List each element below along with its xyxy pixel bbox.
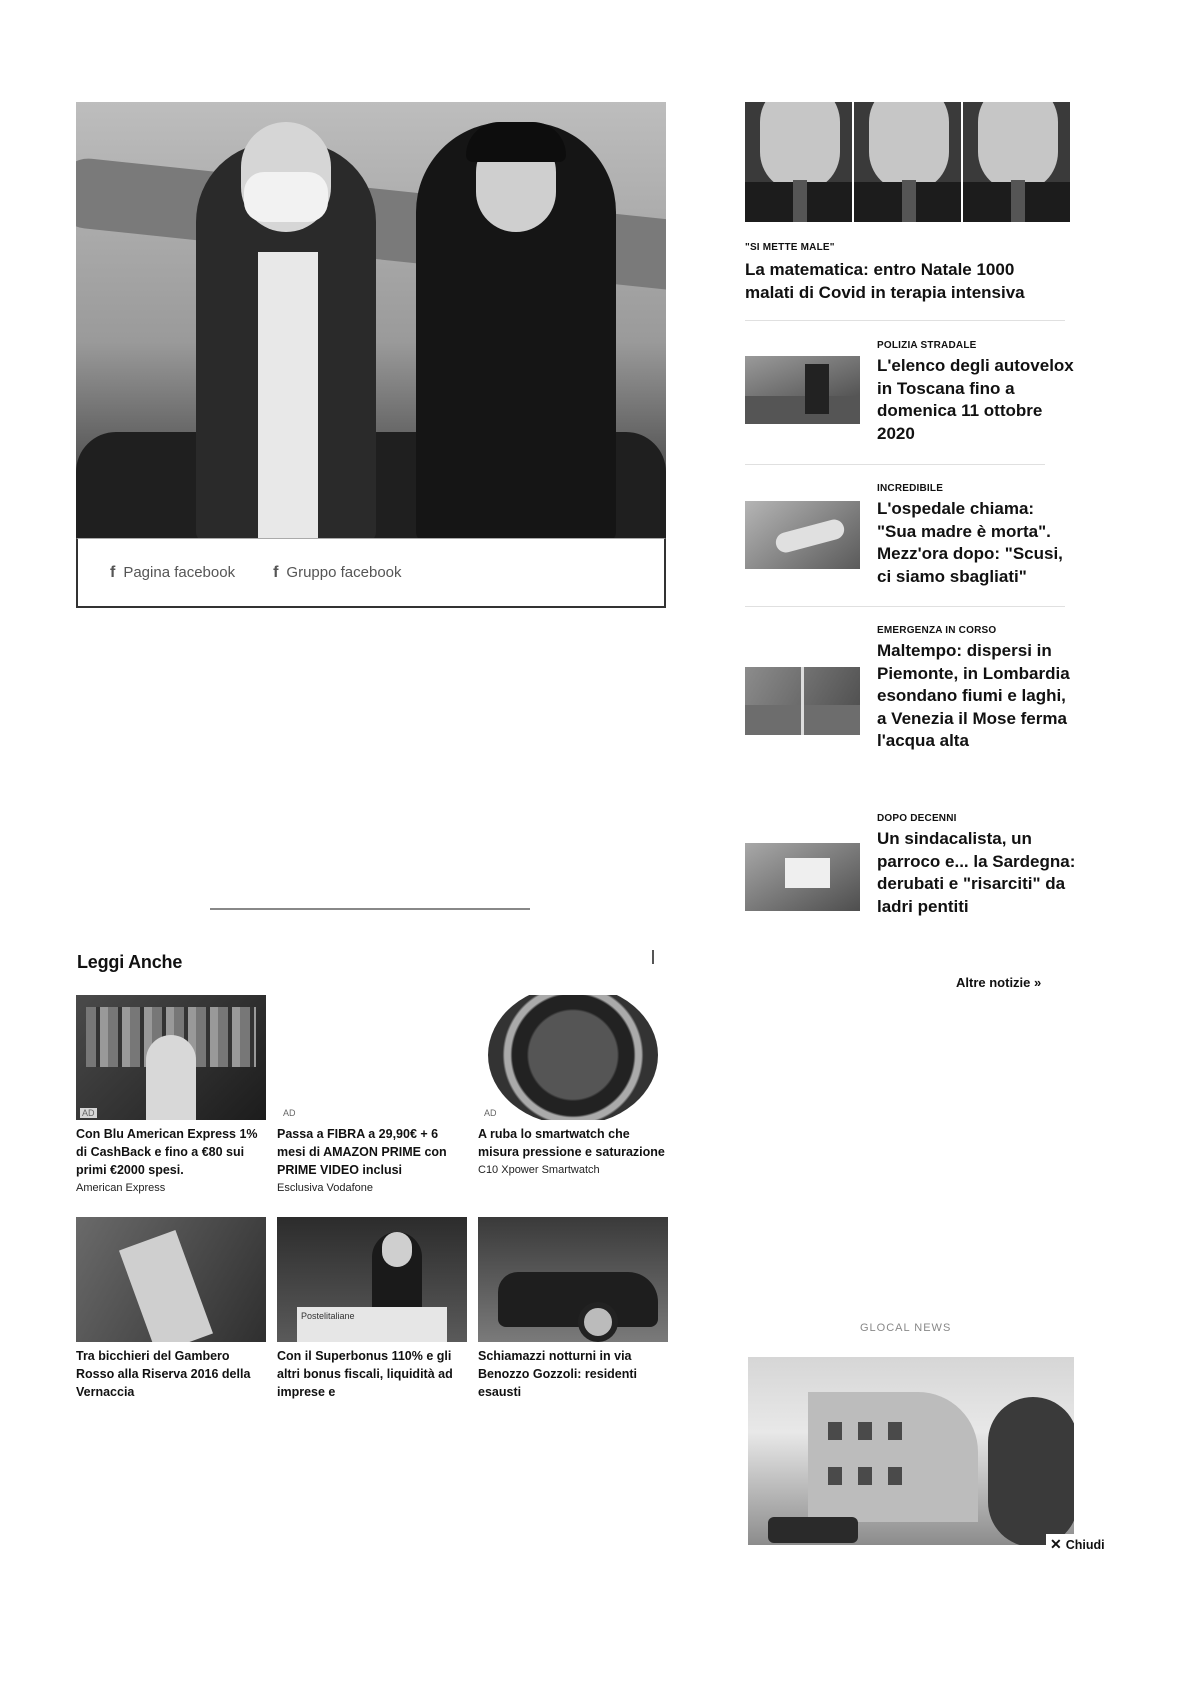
card-title[interactable]: Con Blu American Express 1% di CashBack e fino a €80 sui primi €2000 spesi. bbox=[76, 1127, 258, 1177]
facebook-group-link[interactable] bbox=[273, 564, 401, 582]
read-also-card[interactable] bbox=[478, 1217, 668, 1401]
card-thumbnail[interactable] bbox=[478, 995, 668, 1120]
facebook-icon: f bbox=[110, 563, 116, 581]
card-thumbnail[interactable] bbox=[76, 995, 266, 1120]
read-also-card[interactable] bbox=[478, 995, 668, 1176]
separator bbox=[745, 464, 1045, 465]
card-title[interactable]: Con il Superbonus 110% e gli altri bonus fiscali, liquidità ad imprese e bbox=[277, 1349, 453, 1399]
close-button[interactable] bbox=[1046, 1534, 1109, 1555]
read-also-card[interactable] bbox=[76, 995, 266, 1194]
glocal-news-image[interactable] bbox=[748, 1357, 1074, 1545]
content-divider bbox=[210, 908, 530, 910]
facebook-icon: f bbox=[273, 563, 279, 581]
lead-story-title[interactable]: La matematica: entro Natale 1000 malati di Covid in terapia intensiva bbox=[745, 260, 1025, 302]
podium-logo-text: Postelitaliane bbox=[297, 1307, 447, 1342]
glocal-news-label: GLOCAL NEWS bbox=[860, 1322, 952, 1334]
card-thumbnail[interactable] bbox=[277, 995, 467, 1120]
ad-badge: AD bbox=[283, 1108, 296, 1118]
news-kicker: POLIZIA STRADALE bbox=[877, 340, 977, 351]
news-thumbnail[interactable] bbox=[745, 501, 860, 569]
news-title[interactable]: Maltempo: dispersi in Piemonte, in Lombardia esondano fiumi e laghi, a Venezia il Mose ferma l'acqua alta bbox=[877, 641, 1070, 750]
facebook-group-label: Gruppo facebook bbox=[286, 564, 402, 581]
card-source: Esclusiva Vodafone bbox=[277, 1182, 374, 1194]
news-thumbnail[interactable] bbox=[745, 843, 860, 911]
card-title[interactable]: Schiamazzi notturni in via Benozzo Gozzoli: residenti esausti bbox=[478, 1349, 638, 1399]
news-title[interactable]: L'elenco degli autovelox in Toscana fino a domenica 11 ottobre 2020 bbox=[877, 356, 1074, 443]
card-title[interactable]: Passa a FIBRA a 29,90€ + 6 mesi di AMAZON PRIME con PRIME VIDEO inclusi bbox=[277, 1127, 447, 1177]
news-kicker: INCREDIBILE bbox=[877, 483, 944, 494]
ad-badge: AD bbox=[82, 1108, 95, 1118]
hero-person-man bbox=[196, 142, 376, 538]
read-also-card[interactable] bbox=[76, 1217, 266, 1401]
facebook-page-link[interactable] bbox=[110, 564, 235, 582]
card-title[interactable]: A ruba lo smartwatch che misura pressione e saturazione bbox=[478, 1127, 665, 1159]
card-source: C10 Xpower Smartwatch bbox=[478, 1164, 600, 1176]
news-kicker: DOPO DECENNI bbox=[877, 813, 957, 824]
news-title[interactable]: Un sindacalista, un parroco e... la Sardegna: derubati e "risarciti" da ladri pentiti bbox=[877, 829, 1076, 916]
news-title[interactable]: L'ospedale chiama: "Sua madre è morta". Mezz'ora dopo: "Scusi, ci siamo sbagliati" bbox=[877, 499, 1063, 586]
lead-story-image[interactable] bbox=[745, 102, 1070, 222]
card-title[interactable]: Tra bicchieri del Gambero Rosso alla Riserva 2016 della Vernaccia bbox=[76, 1349, 251, 1399]
card-thumbnail[interactable] bbox=[76, 1217, 266, 1342]
column-marker bbox=[652, 950, 654, 964]
read-also-title: Leggi Anche bbox=[77, 952, 183, 972]
card-thumbnail[interactable] bbox=[277, 1217, 467, 1342]
lead-story-kicker: "SI METTE MALE" bbox=[745, 242, 835, 253]
separator bbox=[745, 606, 1065, 607]
article-hero-image bbox=[76, 102, 666, 538]
card-source: American Express bbox=[76, 1182, 166, 1194]
news-thumbnail[interactable] bbox=[745, 356, 860, 424]
news-thumbnail[interactable] bbox=[745, 667, 860, 735]
card-thumbnail[interactable] bbox=[478, 1217, 668, 1342]
more-news-link[interactable]: Altre notizie » bbox=[956, 975, 1042, 990]
close-label: Chiudi bbox=[1065, 1537, 1105, 1552]
close-icon: ✕ bbox=[1050, 1536, 1062, 1552]
separator bbox=[745, 320, 1065, 321]
smartwatch-image bbox=[488, 995, 658, 1120]
read-also-card[interactable] bbox=[277, 1217, 467, 1401]
read-also-card[interactable] bbox=[277, 995, 467, 1194]
news-kicker: EMERGENZA IN CORSO bbox=[877, 625, 997, 636]
facebook-page-label: Pagina facebook bbox=[123, 564, 236, 581]
hero-person-woman bbox=[416, 122, 616, 538]
social-links-bar bbox=[76, 538, 666, 608]
ad-badge: AD bbox=[484, 1108, 497, 1118]
